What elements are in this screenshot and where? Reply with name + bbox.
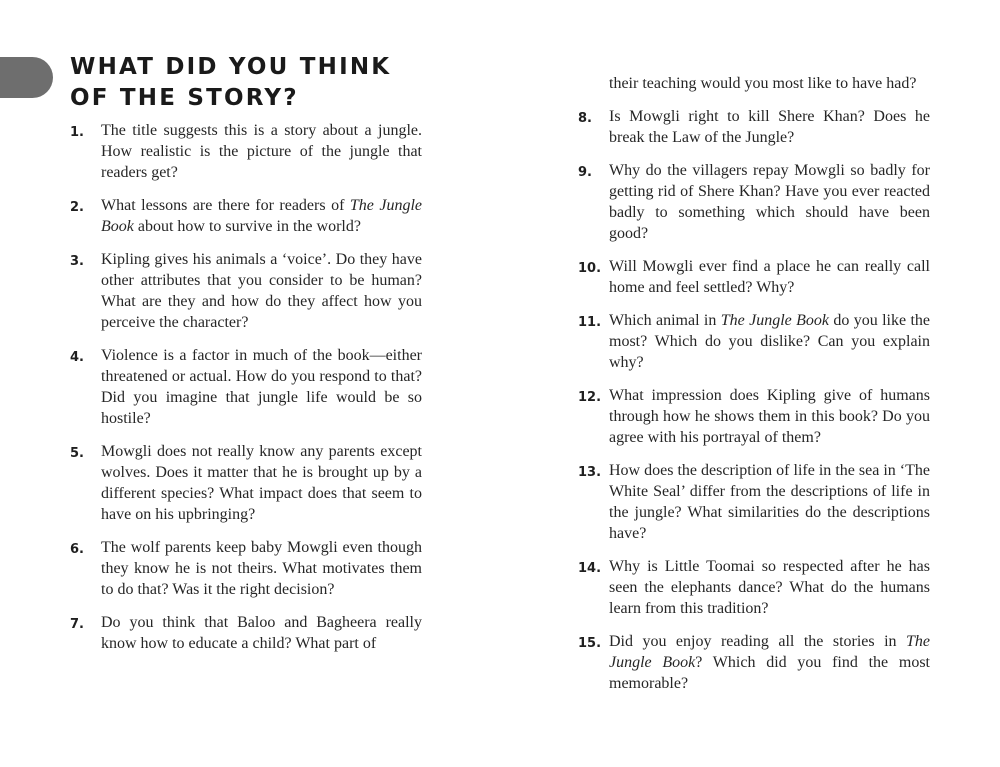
book-title: The Jungle Book xyxy=(609,633,930,671)
page-title xyxy=(70,52,391,114)
question-7-continuation: their teaching would you most like to have had? xyxy=(609,75,917,92)
page-title-line-2: OF THE STORY? xyxy=(70,85,299,111)
book-title: The Jungle Book xyxy=(720,312,829,329)
question-3 xyxy=(70,249,422,333)
question-number: 4. xyxy=(70,350,84,365)
question-6 xyxy=(70,537,422,600)
question-13 xyxy=(578,460,930,544)
question-text: The title suggests this is a story about a jungle. How realistic is the picture of the jungle that readers get? xyxy=(101,122,422,181)
question-text: Is Mowgli right to kill Shere Khan? Does he break the Law of the Jungle? xyxy=(609,108,930,146)
question-number: 5. xyxy=(70,446,84,461)
question-text: What lessons are there for readers of The Jungle Book about how to survive in the world? xyxy=(101,197,422,235)
question-text: The wolf parents keep baby Mowgli even though they know he is not theirs. What motivates them to do that? Was it the right decision? xyxy=(101,539,422,598)
left-column xyxy=(70,120,422,666)
question-15 xyxy=(578,631,930,694)
question-number: 11. xyxy=(578,315,602,330)
question-12 xyxy=(578,385,930,448)
question-text: Why do the villagers repay Mowgli so badly for getting rid of Shere Khan? Have you ever reacted badly to something which should have been good? xyxy=(609,162,930,242)
question-text: Which animal in The Jungle Book do you like the most? Which do you dislike? Can you explain why? xyxy=(609,312,930,371)
question-number: 3. xyxy=(70,254,84,269)
question-number: 2. xyxy=(70,200,84,215)
question-9 xyxy=(578,160,930,244)
question-text: Mowgli does not really know any parents except wolves. Does it matter that he is brought up by a different species? What impact does that seem to have on his upbringing? xyxy=(101,443,422,523)
right-column xyxy=(578,73,930,706)
question-5 xyxy=(70,441,422,525)
question-number: 8. xyxy=(578,111,592,126)
book-title: The Jungle Book xyxy=(101,197,422,235)
question-text: How does the description of life in the sea in ‘The White Seal’ differ from the descriptions of life in the jungle? What similarities do the descriptions have? xyxy=(609,462,930,542)
question-text: Violence is a factor in much of the book—either threatened or actual. How do you respond to that? Did you imagine that jungle life would be so hostile? xyxy=(101,347,422,427)
question-number: 15. xyxy=(578,636,602,651)
chapter-tab-marker xyxy=(0,57,53,98)
question-1 xyxy=(70,120,422,183)
question-number: 9. xyxy=(578,165,592,180)
question-text: Kipling gives his animals a ‘voice’. Do they have other attributes that you consider to be human? What are they and how do they affect how you perceive the character? xyxy=(101,251,422,331)
question-4 xyxy=(70,345,422,429)
page-title-line-1: WHAT DID YOU THINK xyxy=(70,54,392,80)
question-11 xyxy=(578,310,930,373)
question-8 xyxy=(578,106,930,148)
question-text: Will Mowgli ever find a place he can really call home and feel settled? Why? xyxy=(609,258,930,296)
question-number: 10. xyxy=(578,261,602,276)
question-number: 6. xyxy=(70,542,84,557)
question-14 xyxy=(578,556,930,619)
question-text: What impression does Kipling give of humans through how he shows them in this book? Do you agree with his portrayal of them? xyxy=(609,387,930,446)
question-7 xyxy=(70,612,422,654)
question-text: Do you think that Baloo and Bagheera really know how to educate a child? What part of xyxy=(101,614,422,652)
question-2 xyxy=(70,195,422,237)
question-number: 1. xyxy=(70,125,84,140)
question-text: Did you enjoy reading all the stories in The Jungle Book? Which did you find the most memorable? xyxy=(609,633,931,692)
question-text: Why is Little Toomai so respected after he has seen the elephants dance? What do the humans learn from this tradition? xyxy=(609,558,930,617)
question-number: 14. xyxy=(578,561,602,576)
question-number: 7. xyxy=(70,617,84,632)
question-number: 12. xyxy=(578,390,602,405)
question-number: 13. xyxy=(578,465,602,480)
question-10 xyxy=(578,256,930,298)
